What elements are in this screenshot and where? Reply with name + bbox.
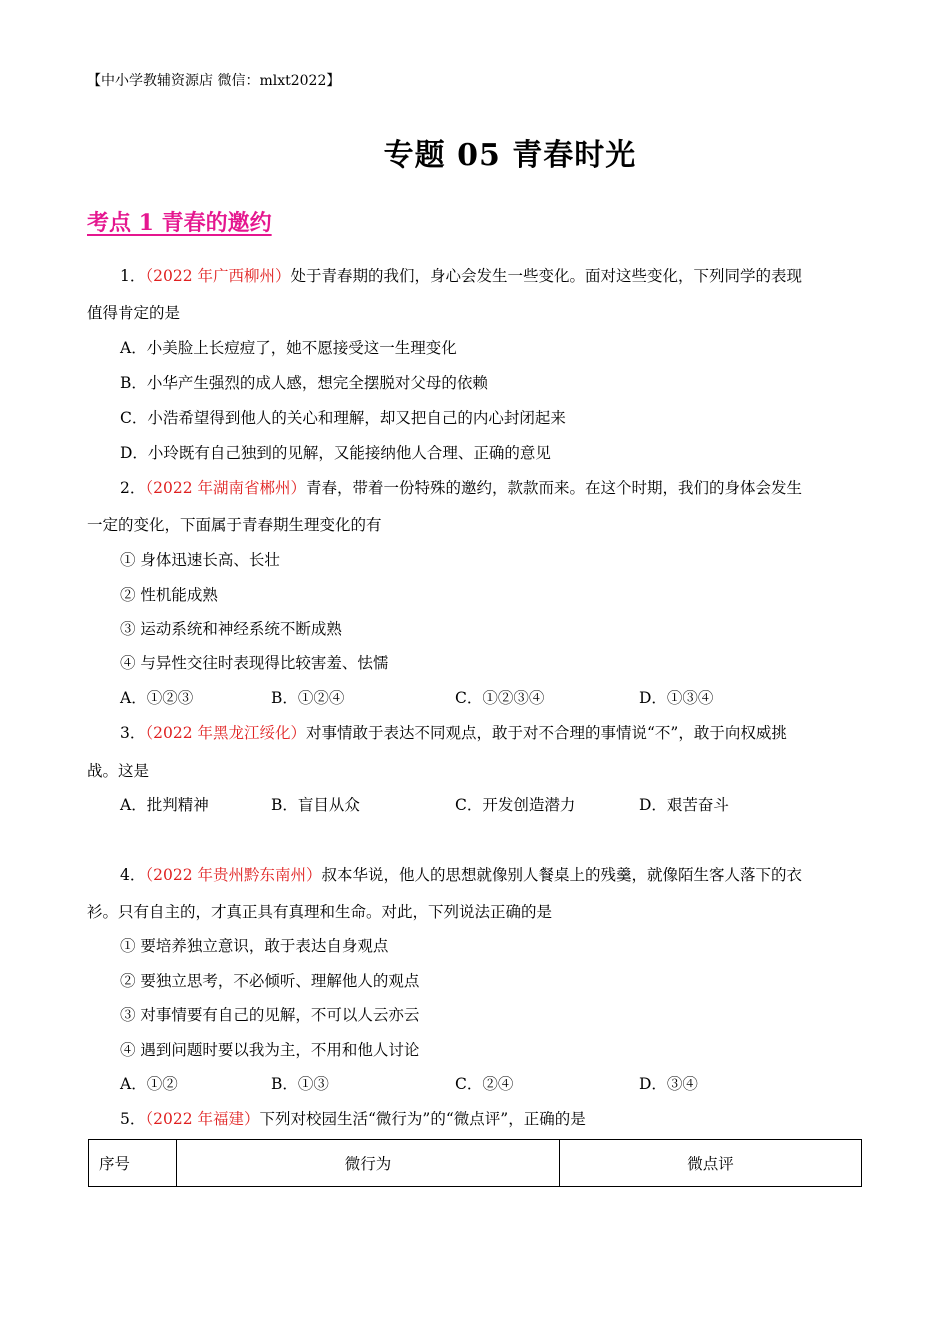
- table-header-cell: 微行为: [177, 1140, 560, 1187]
- question-3-option-b: B．盲目从众: [271, 796, 360, 814]
- table-header-cell: 序号: [89, 1140, 177, 1187]
- question-3-option-d: D．艰苦奋斗: [639, 796, 729, 814]
- question-4-option-b: B．①③: [271, 1075, 329, 1093]
- question-4-option-c: C．②④: [455, 1075, 514, 1093]
- question-text: 下列对校园生活“微行为”的“微点评”，正确的是: [259, 1110, 586, 1128]
- question-2-option-b: B．①②④: [271, 689, 345, 707]
- question-text: 对事情敢于表达不同观点，敢于对不合理的事情说“不”，敢于向权威挑: [306, 724, 787, 742]
- question-4-item-4: ④ 遇到问题时要以我为主，不用和他人讨论: [120, 1041, 420, 1059]
- question-2-option-c: C．①②③④: [455, 689, 545, 707]
- question-2-item-3: ③ 运动系统和神经系统不断成熟: [120, 620, 342, 638]
- page-title: 专题 05 青春时光: [383, 138, 637, 173]
- question-1-option-d: D．小玲既有自己独到的见解，又能接纳他人合理、正确的意见: [120, 444, 551, 462]
- question-source: （2022 年湖南省郴州）: [145, 479, 306, 497]
- question-2-stem-cont: 一定的变化，下面属于青春期生理变化的有: [87, 516, 382, 534]
- question-3-stem-cont: 战。这是: [87, 762, 150, 780]
- question-source: （2022 年广西柳州）: [145, 267, 291, 285]
- question-4-option-a: A．①②: [120, 1075, 178, 1093]
- question-number: 3．: [120, 724, 146, 742]
- question-1-option-a: A．小美脸上长痘痘了，她不愿接受这一生理变化: [120, 339, 457, 357]
- question-number: 5．: [120, 1110, 146, 1128]
- question-4-item-1: ① 要培养独立意识，敢于表达自身观点: [120, 937, 389, 955]
- table-header-row: [89, 1140, 862, 1187]
- question-number: 4．: [120, 866, 146, 884]
- question-4-item-2: ② 要独立思考，不必倾听、理解他人的观点: [120, 972, 420, 990]
- question-3-stem: [120, 721, 787, 743]
- question-source: （2022 年福建）: [145, 1110, 260, 1128]
- question-2-option-d: D．①③④: [639, 689, 714, 707]
- question-4-stem: [120, 863, 802, 885]
- question-source: （2022 年贵州黔东南州）: [145, 866, 322, 884]
- question-1-stem-cont: 值得肯定的是: [87, 304, 181, 322]
- question-5-stem: [120, 1107, 586, 1129]
- question-2-item-2: ② 性机能成熟: [120, 586, 218, 604]
- question-5-table: [88, 1139, 862, 1187]
- question-text: 处于青春期的我们，身心会发生一些变化。面对这些变化，下列同学的表现: [290, 267, 803, 285]
- question-4-stem-cont: 衫。只有自主的，才真正具有真理和生命。对此，下列说法正确的是: [87, 903, 553, 921]
- question-1-option-b: B．小华产生强烈的成人感，想完全摆脱对父母的依赖: [120, 374, 488, 392]
- table-header-cell: 微点评: [560, 1140, 862, 1187]
- question-number: 1．: [120, 267, 146, 285]
- question-4-option-d: D．③④: [639, 1075, 698, 1093]
- question-1-option-c: C．小浩希望得到他人的关心和理解，却又把自己的内心封闭起来: [120, 409, 566, 427]
- question-4-item-3: ③ 对事情要有自己的见解，不可以人云亦云: [120, 1006, 420, 1024]
- section-title: 考点 1 青春的邀约: [87, 210, 272, 236]
- question-text: 青春，带着一份特殊的邀约，款款而来。在这个时期，我们的身体会发生: [306, 479, 803, 497]
- question-2-item-4: ④ 与异性交往时表现得比较害羞、怯懦: [120, 654, 389, 672]
- question-3-option-a: A．批判精神: [120, 796, 209, 814]
- question-source: （2022 年黑龙江绥化）: [145, 724, 306, 742]
- question-number: 2．: [120, 479, 146, 497]
- question-3-option-c: C．开发创造潜力: [455, 796, 576, 814]
- question-1-stem: [120, 264, 802, 286]
- header-note: 【中小学教辅资源店 微信：mlxt2022】: [87, 73, 341, 89]
- question-2-item-1: ① 身体迅速长高、长壮: [120, 551, 280, 569]
- question-text: 叔本华说，他人的思想就像别人餐桌上的残羹，就像陌生客人落下的衣: [321, 866, 803, 884]
- question-2-option-a: A．①②③: [120, 689, 194, 707]
- question-2-stem: [120, 476, 802, 498]
